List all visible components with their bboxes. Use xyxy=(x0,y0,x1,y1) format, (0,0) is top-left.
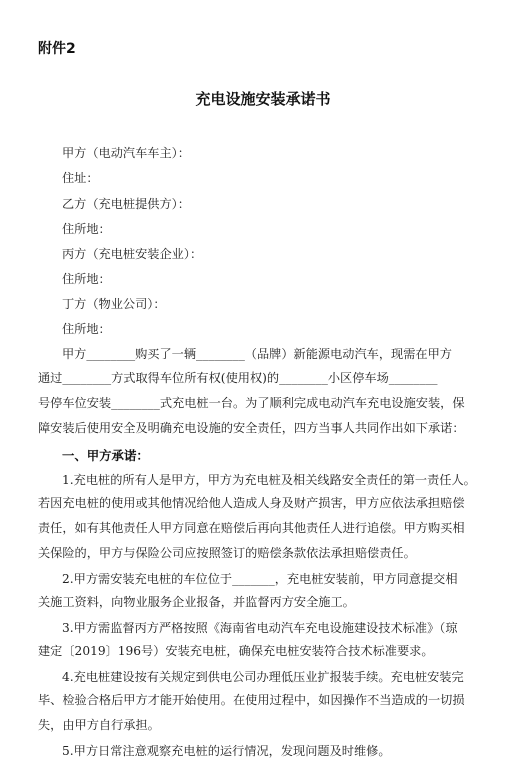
commitment-line: 1.充电桩的所有人是甲方，甲方为充电桩及相关线路安全责任的第一责任人。 xyxy=(62,473,476,487)
party-d-line: 丁方（物业公司）： xyxy=(62,297,166,311)
commitment-line: 3.甲方需监督丙方严格按照《海南省电动汽车充电设施建设技术标准》（琼 xyxy=(62,621,458,635)
party-a-line: 甲方（电动汽车车主）： xyxy=(62,146,190,160)
party-b-address: 住所地： xyxy=(62,222,111,236)
intro-line: 通过________方式取得车位所有权(使用权)的________小区停车场________ xyxy=(38,371,438,385)
party-c-line: 丙方（充电桩安装企业）： xyxy=(62,247,203,261)
document-title: 充电设施安装承诺书 xyxy=(195,90,331,108)
commitment-line: 失，由甲方自行承担。 xyxy=(38,718,160,732)
intro-line: 甲方________购买了一辆________（品牌）新能源电动汽车，现需在甲方 xyxy=(62,347,452,361)
party-d-address: 住所地： xyxy=(62,322,111,336)
attachment-label: 附件2 xyxy=(38,41,76,57)
commitment-line: 若因充电桩的使用或其他情况给他人造成人身及财产损害，甲方应依法承担赔偿 xyxy=(38,496,465,510)
commitment-line: 关施工资料，向物业服务企业报备，并监督丙方安全施工。 xyxy=(38,595,355,609)
section-heading: 一、甲方承诺： xyxy=(62,448,149,463)
commitment-line: 建定〔2019〕196号）安装充电桩，确保充电桩安装符合技术标准要求。 xyxy=(38,644,434,658)
party-b-line: 乙方（充电桩提供方）： xyxy=(62,197,190,211)
intro-line: 障安装后使用安全及明确充电设施的安全责任，四方当事人共同作出如下承诺： xyxy=(38,421,465,435)
commitment-line: 5.甲方日常注意观察充电桩的运行情况，发现问题及时维修。 xyxy=(62,744,391,758)
party-a-address: 住址： xyxy=(62,171,99,185)
commitment-line: 2.甲方需安装充电桩的车位位于_______，充电桩安装前，甲方同意提交相 xyxy=(62,572,458,586)
intro-line: 号停车位安装________式充电桩一台。为了顺利完成电动汽车充电设施安装，保 xyxy=(38,396,465,410)
commitment-line: 责任，如有其他责任人甲方同意在赔偿后再向其他责任人进行追偿。甲方购买相 xyxy=(38,521,465,535)
commitment-line: 毕、检验合格后甲方才能开始使用。在使用过程中，如因操作不当造成的一切损 xyxy=(38,693,465,707)
commitment-line: 4.充电桩建设按有关规定到供电公司办理低压业扩报装手续。充电桩安装完 xyxy=(62,670,464,684)
commitment-line: 关保险的，甲方与保险公司应按照签订的赔偿条款依法承担赔偿责任。 xyxy=(38,546,416,560)
party-c-address: 住所地： xyxy=(62,272,111,286)
